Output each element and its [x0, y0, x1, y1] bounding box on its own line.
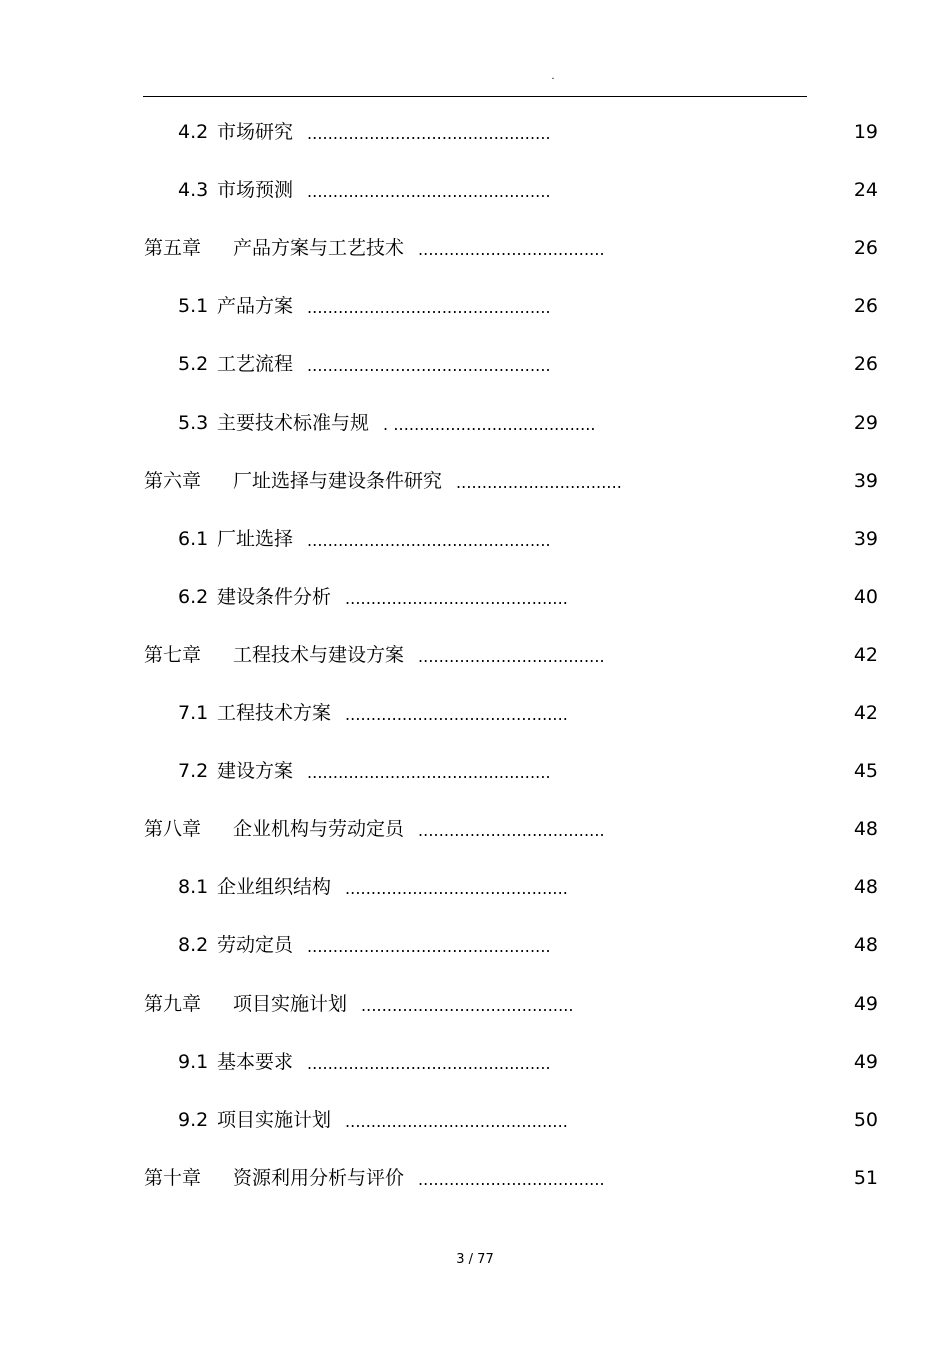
toc-chapter-row[interactable] [0, 233, 950, 263]
toc-number: 6.1 [178, 527, 209, 550]
toc-section-row[interactable] [0, 756, 950, 786]
toc-chapter-row[interactable] [0, 989, 950, 1019]
header-rule [143, 96, 807, 97]
toc-number: 7.1 [178, 702, 209, 724]
toc-section-row[interactable] [0, 930, 950, 960]
header-mark: . [551, 71, 555, 82]
toc-number: 9.1 [178, 1050, 209, 1073]
toc-chapter-row[interactable] [0, 466, 950, 496]
toc-page-number: 24 [853, 179, 878, 202]
toc-leader-dots: .................................... [418, 646, 605, 666]
toc-page-number: 42 [853, 643, 878, 666]
toc-number: 7.2 [178, 760, 209, 783]
toc-leader-dots: ............................................... [307, 530, 551, 550]
toc-title: 工程技术与建设方案 [233, 643, 405, 666]
toc-page-number: 39 [853, 469, 878, 492]
toc-section-row[interactable] [0, 872, 950, 902]
toc-page-number: 48 [853, 876, 878, 899]
toc-page-number: 51 [853, 1166, 878, 1189]
toc-number: 5.1 [178, 295, 209, 318]
toc-leader-dots: ............................................... [307, 298, 551, 318]
toc-page-number: 49 [853, 1050, 878, 1073]
toc-leader-dots: ........................................... [345, 879, 568, 899]
toc-leader-dots: ........................................... [345, 1111, 568, 1131]
toc-number: 6.2 [178, 585, 209, 608]
toc-title: 厂址选择与建设条件研究 [233, 469, 443, 492]
toc-title: 厂址选择 [217, 527, 294, 550]
toc-section-row[interactable] [0, 1105, 950, 1135]
toc-page-number: 29 [853, 411, 878, 434]
toc-title: 工程技术方案 [217, 702, 332, 724]
toc-leader-dots: ........................................... [345, 705, 568, 724]
toc-page-number: 49 [853, 992, 878, 1015]
toc-leader-dots: ............................................... [307, 182, 551, 202]
toc-leader-dots: ................................ [456, 472, 622, 492]
toc-section-row[interactable] [0, 349, 950, 379]
toc-page-number: 26 [853, 237, 878, 260]
toc-page-number: 26 [853, 295, 878, 318]
toc-leader-dots: .................................... [418, 240, 605, 260]
toc-page-number: 45 [853, 760, 878, 783]
toc-title: 基本要求 [217, 1050, 294, 1073]
toc-leader-dots: ............................................... [307, 763, 551, 783]
toc-section-row[interactable] [0, 698, 950, 728]
toc-leader-dots: ............................................... [307, 937, 551, 957]
toc-leader-dots: ............................................... [307, 124, 551, 143]
page-indicator: 3 / 77 [456, 1252, 494, 1267]
toc-section-row[interactable] [0, 175, 950, 205]
toc-title: 项目实施计划 [217, 1108, 332, 1131]
toc-page-number: 42 [853, 702, 878, 724]
toc-number: 5.3 [178, 411, 209, 434]
toc-title: 项目实施计划 [233, 992, 348, 1015]
toc-page-number: 50 [853, 1108, 878, 1131]
toc-page-number: 48 [853, 818, 878, 841]
toc-chapter-row[interactable] [0, 640, 950, 670]
toc-chapter-row[interactable] [0, 814, 950, 844]
toc-title: 市场研究 [217, 121, 294, 143]
toc-title: 建设方案 [217, 760, 294, 783]
toc-title: 资源利用分析与评价 [233, 1166, 405, 1189]
toc-title: 企业组织结构 [217, 876, 332, 899]
toc-page-number: 40 [853, 585, 878, 608]
toc-number: 4.3 [178, 179, 209, 202]
toc-number: 第六章 [144, 469, 202, 492]
toc-page-number: 48 [853, 934, 878, 957]
toc-title: 产品方案与工艺技术 [233, 237, 405, 260]
toc-chapter-row[interactable] [0, 1163, 950, 1193]
toc-title: 市场预测 [217, 179, 294, 202]
toc-title: 工艺流程 [217, 353, 294, 376]
toc-leader-dots: .................................... [418, 1169, 605, 1189]
toc-title: 建设条件分析 [217, 585, 332, 608]
toc-title: 主要技术标准与规 [217, 411, 370, 434]
toc-section-row[interactable] [0, 117, 950, 147]
toc-number: 8.1 [178, 876, 209, 899]
toc-number: 8.2 [178, 934, 209, 957]
toc-leader-dots: . ....................................... [383, 414, 596, 434]
toc-leader-dots: ............................................... [307, 356, 551, 376]
toc-number: 第七章 [144, 643, 202, 666]
toc-leader-dots: ........................................... [345, 588, 568, 608]
toc-title: 产品方案 [217, 295, 294, 318]
toc-section-row[interactable] [0, 291, 950, 321]
toc-page-number: 39 [853, 527, 878, 550]
toc-number: 9.2 [178, 1108, 209, 1131]
toc-title: 劳动定员 [217, 934, 294, 957]
toc-page-number: 26 [853, 353, 878, 376]
toc-section-row[interactable] [0, 1047, 950, 1077]
toc-title: 企业机构与劳动定员 [233, 818, 405, 841]
toc-number: 4.2 [178, 121, 209, 143]
toc-leader-dots: .................................... [418, 821, 605, 841]
toc-number: 第九章 [144, 992, 202, 1015]
toc-page-number: 19 [853, 121, 878, 143]
toc-number: 5.2 [178, 353, 209, 376]
toc-leader-dots: ............................................... [307, 1053, 551, 1073]
toc-section-row[interactable] [0, 582, 950, 612]
toc-section-row[interactable] [0, 524, 950, 554]
toc-section-row[interactable] [0, 408, 950, 438]
toc-leader-dots: ......................................... [361, 995, 574, 1015]
toc-number: 第八章 [144, 818, 202, 841]
toc-number: 第十章 [144, 1166, 202, 1189]
toc-number: 第五章 [144, 237, 202, 260]
